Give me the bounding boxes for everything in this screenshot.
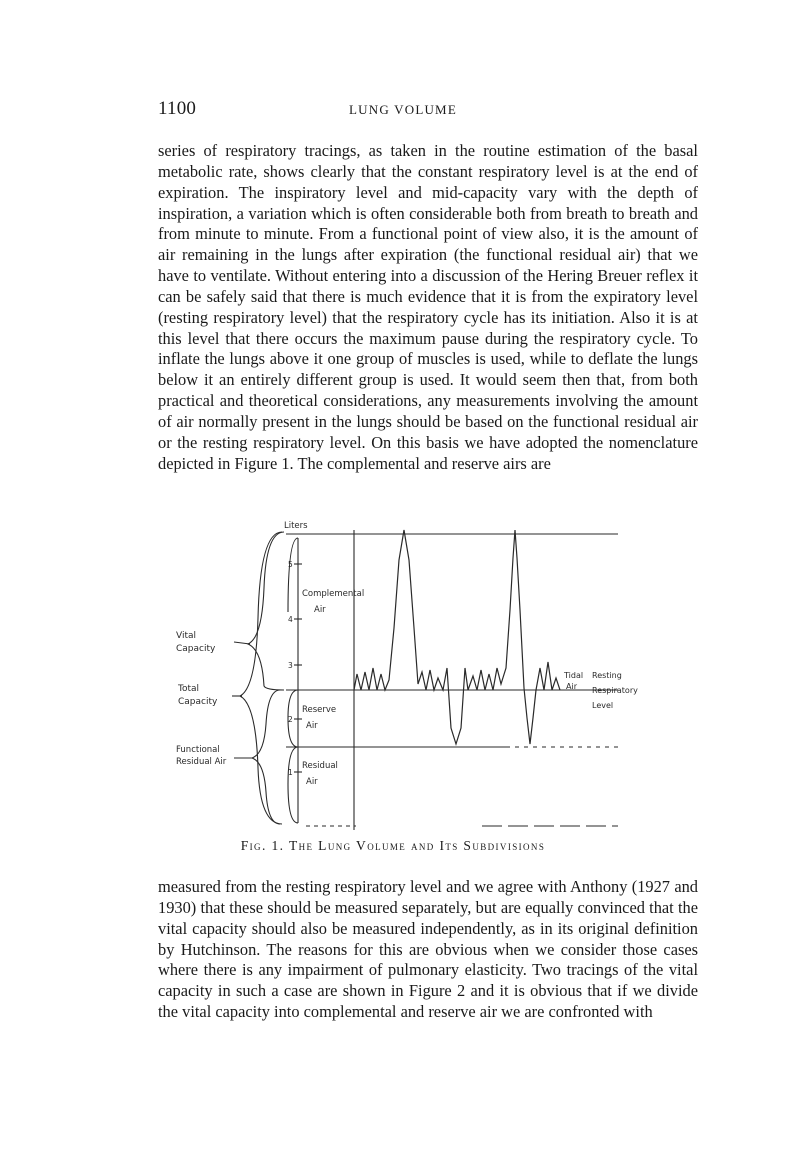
respiratory-tracing xyxy=(354,530,560,744)
body-paragraph-2: measured from the resting respiratory level and we agree with Anthony (1927 and 1930) that these should be measured separately, but are equally convinced that the vital capacity should also be measured independently, as in its original definition by Hutchinson. The reasons for this are obvious when we consider those cases where there is any impairment of pulmonary elasticity. Two tracings of the vital capacity in such a case are shown in Figure 2 and it is obvious that if we divide the vital capacity into complemental and reserve air we are confronted with xyxy=(158,877,698,1022)
tick-label-3: 3 xyxy=(288,661,293,670)
vital-capacity-label-line1: Vital xyxy=(176,631,197,641)
vital-capacity-label-line2: Capacity xyxy=(176,644,216,654)
functional-residual-label-line2: Residual Air xyxy=(176,757,227,767)
functional-residual-label-line1: Functional xyxy=(176,745,220,755)
tick-label-2: 2 xyxy=(288,715,293,724)
tidal-air-label-line1: Tidal xyxy=(564,671,584,680)
total-capacity-bracket xyxy=(240,532,282,824)
figure-caption: Fig. 1. The Lung Volume and Its Subdivisions xyxy=(240,838,546,853)
resting-level-label-line2: Respiratory xyxy=(592,686,638,695)
residual-air-bracket xyxy=(288,747,298,823)
resting-level-label-line1: Resting xyxy=(592,671,622,680)
running-head: LUNG VOLUME xyxy=(349,102,457,117)
tick-label-5: 5 xyxy=(288,560,293,569)
tidal-air-label-line2: Air xyxy=(566,682,577,691)
total-capacity-label-line2: Capacity xyxy=(178,697,218,707)
residual-air-label-line1: Residual xyxy=(302,761,338,771)
reserve-air-label-line2: Air xyxy=(306,721,318,731)
resting-level-label-line3: Level xyxy=(592,701,614,710)
body-paragraph-1: series of respiratory tracings, as taken in the routine estimation of the basal metabolic rate, shows clearly that the constant respiratory level is at the end of expiration. The inspiratory level and mid-capacity vary with the depth of inspiration, a variation which is often considerable both from breath to breath and from minute to minute. From a functional point of view also, it is the amount of air remaining in the lungs after expiration (the functional residual air) that we have to ventilate. Without entering into a discussion of the Hering Breuer reflex it can be safely said that there is much evidence that it is from the expiratory level (resting respiratory level) that the respiratory cycle has its initiation. Also it is at this level that there occurs the maximum pause during the respiratory cycle. To inflate the lungs above it one group of muscles is used, while to deflate the lungs below it an entirely different group is used. It would seem then that, from both practical and theoretical considerations, any measurements involving the amount of air normally present in the lungs should be based on the functional residual air or the resting respiratory level. On this basis we have adopted the nomenclature depicted in Figure 1. The complemental and reserve airs are xyxy=(158,141,698,473)
complemental-air-label-line2: Air xyxy=(314,605,326,615)
complemental-air-label-line1: Complemental xyxy=(302,589,365,599)
total-capacity-label-line1: Total xyxy=(178,684,200,694)
tick-label-1: 1 xyxy=(288,768,293,777)
figure-lung-volume xyxy=(156,518,638,838)
axis-unit-label: Liters xyxy=(284,521,308,531)
functional-residual-bracket xyxy=(252,690,280,824)
reserve-air-label-line1: Reserve xyxy=(302,705,337,715)
page-number: 1100 xyxy=(158,98,197,119)
lung-volume-diagram xyxy=(156,518,638,838)
tick-label-4: 4 xyxy=(288,615,293,624)
residual-air-label-line2: Air xyxy=(306,777,318,787)
